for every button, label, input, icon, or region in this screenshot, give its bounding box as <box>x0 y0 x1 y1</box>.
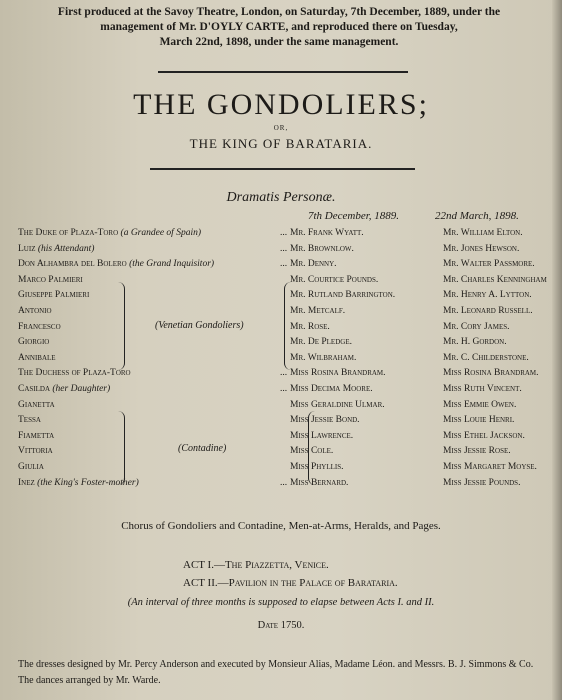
character-name <box>18 398 55 414</box>
character-note: (her Daughter) <box>52 383 111 394</box>
cast-row <box>18 382 548 398</box>
original-performer: Mr. Courtice Pounds. <box>290 274 379 285</box>
character-role: Fiametta <box>18 430 55 441</box>
revival-performer: Mr. Henry A. Lytton. <box>443 290 532 301</box>
character-role: Antonio <box>18 305 52 316</box>
cast-row <box>18 444 548 460</box>
leader-dots: ... <box>280 383 288 394</box>
character-role: Tessa <box>18 415 41 426</box>
top-rule <box>158 71 408 73</box>
contadine-group-label: (Contadine) <box>178 443 227 454</box>
cast-row <box>18 288 548 304</box>
original-performer: Mr. Denny. <box>290 259 337 270</box>
intro-line-2: management of Mr. D'OYLY CARTE, and reproduced there on Tuesday, <box>100 21 458 33</box>
cast-row <box>18 398 548 414</box>
character-role: Vittoria <box>18 446 53 457</box>
original-performer: Mr. Rose. <box>290 321 330 332</box>
character-name <box>18 366 131 382</box>
character-note: (his Attendant) <box>37 243 95 254</box>
original-date-header: 7th December, 1889. <box>308 210 400 222</box>
production-intro <box>14 5 544 50</box>
revival-performer: Mr. Leonard Russell. <box>443 305 533 316</box>
character-name <box>18 413 41 429</box>
character-note: (the King's Foster-mother) <box>37 477 139 488</box>
character-role: Francesco <box>18 321 61 332</box>
cast-row <box>18 226 548 242</box>
leader-dots: ... <box>280 368 288 379</box>
credits-paragraph: The dresses designed by Mr. Percy Anderson and executed by Monsieur Alias, Madame Léon. and Messrs. B. J. Simmons & Co. The dances arranged by Mr. Warde. <box>18 659 534 686</box>
revival-performer: Miss Louie Henri. <box>443 415 515 426</box>
cast-row <box>18 476 548 492</box>
cast-row <box>18 257 548 273</box>
character-role: Casilda <box>18 383 51 394</box>
original-performer: Miss Rosina Brandram. <box>290 368 386 379</box>
cast-list <box>18 226 548 491</box>
character-role: Annibale <box>18 352 56 363</box>
character-name <box>18 382 110 398</box>
revival-performer: Mr. William Elton. <box>443 228 523 238</box>
original-performer: Mr. De Pledge. <box>290 337 352 348</box>
revival-performer: Miss Jessie Pounds. <box>443 477 521 488</box>
dramatis-personae-heading: Dramatis Personæ. <box>226 190 336 205</box>
character-note: (the Grand Inquisitor) <box>129 259 215 270</box>
cast-row <box>18 273 548 289</box>
original-performer: Miss Phyllis. <box>290 461 344 472</box>
leader-dots: ... <box>280 228 288 238</box>
character-role: Gianetta <box>18 399 55 410</box>
character-name <box>18 304 52 320</box>
character-role: Giulia <box>18 461 44 472</box>
revival-performer: Miss Ethel Jackson. <box>443 430 525 441</box>
revival-performer: Mr. H. Gordon. <box>443 337 507 348</box>
character-role: Inez <box>18 477 35 488</box>
revival-performer: Miss Emmie Owen. <box>443 399 517 410</box>
character-role: Don Alhambra del Bolero <box>18 259 127 270</box>
period-date: Date 1750. <box>257 620 305 631</box>
original-performer: Miss Jessie Bond. <box>290 415 360 426</box>
original-performer: Miss Geraldine Ulmar. <box>290 399 385 410</box>
revival-performer: Mr. Walter Passmore. <box>443 259 535 270</box>
original-performer: Mr. Rutland Barrington. <box>290 290 396 301</box>
cast-row <box>18 366 548 382</box>
original-performer: Mr. Brownlow. <box>290 243 354 254</box>
leader-dots: ... <box>280 243 288 254</box>
original-performer: Miss Decima Moore. <box>290 383 373 394</box>
character-name <box>18 226 201 242</box>
revival-performer: Mr. Jones Hewson. <box>443 243 520 254</box>
character-role: Luiz <box>18 243 36 254</box>
character-name <box>18 288 89 304</box>
act-1: ACT I.—The Piazzetta, Venice. <box>183 559 329 571</box>
contadine-right-brace <box>308 411 315 485</box>
revival-date-header: 22nd March, 1898. <box>435 210 519 222</box>
character-name <box>18 351 56 367</box>
revival-performer: Miss Margaret Moyse. <box>443 461 537 472</box>
character-name <box>18 335 49 351</box>
character-name <box>18 320 61 336</box>
character-role: Giorgio <box>18 337 50 348</box>
revival-performer: Miss Ruth Vincent. <box>443 383 522 394</box>
character-role: The Duchess of Plaza-Toro <box>18 368 131 379</box>
interval-note: (An interval of three months is supposed to elapse between Acts I. and II. <box>127 597 435 608</box>
original-performer: Mr. Wilbraham. <box>290 352 357 363</box>
character-name <box>18 242 94 258</box>
cast-row <box>18 242 548 258</box>
character-role: Giuseppe Palmieri <box>18 290 90 301</box>
revival-performer: Miss Rosina Brandram. <box>443 368 539 379</box>
intro-line-3: March 22nd, 1898, under the same management. <box>159 36 399 48</box>
page-title: THE GONDOLIERS; <box>133 88 429 121</box>
cast-row <box>18 320 548 336</box>
revival-performer: Mr. Cory James. <box>443 321 510 332</box>
cast-row <box>18 351 548 367</box>
gondoliers-right-brace <box>284 282 291 370</box>
original-performer: Mr. Frank Wyatt. <box>290 228 364 238</box>
character-name <box>18 429 54 445</box>
character-name <box>18 257 214 273</box>
original-performer: Miss Bernard. <box>290 477 349 488</box>
chorus-line: Chorus of Gondoliers and Contadine, Men-at-Arms, Heralds, and Pages. <box>121 520 441 532</box>
acts-list <box>183 556 398 592</box>
or-separator: OR, <box>273 124 289 132</box>
cast-row <box>18 460 548 476</box>
character-name <box>18 444 53 460</box>
character-role: The Duke of Plaza-Toro <box>18 228 119 238</box>
character-name <box>18 460 44 476</box>
character-note: (a Grandee of Spain) <box>120 228 202 238</box>
original-performer: Miss Cole. <box>290 446 334 457</box>
revival-performer: Mr. Charles Kenningham <box>443 274 547 285</box>
cast-row <box>18 304 548 320</box>
title-rule <box>150 168 415 170</box>
original-performer: Mr. Metcalf. <box>290 305 346 316</box>
original-performer: Miss Lawrence. <box>290 430 354 441</box>
revival-performer: Mr. C. Childerstone. <box>443 352 529 363</box>
cast-row <box>18 335 548 351</box>
contadine-left-brace <box>118 411 125 485</box>
revival-performer: Miss Jessie Rose. <box>443 446 511 457</box>
leader-dots: ... <box>280 259 288 270</box>
intro-line-1: First produced at the Savoy Theatre, London, on Saturday, 7th December, 1889, under the <box>57 6 501 18</box>
gondoliers-left-brace <box>118 282 125 370</box>
gondoliers-group-label: (Venetian Gondoliers) <box>155 320 244 331</box>
page-subtitle: THE KING OF BARATARIA. <box>189 136 373 151</box>
act-2: ACT II.—Pavilion in the Palace of Barataria. <box>183 577 398 589</box>
cast-row <box>18 413 548 429</box>
cast-row <box>18 429 548 445</box>
character-role: Marco Palmieri <box>18 274 83 285</box>
leader-dots: ... <box>280 477 288 488</box>
character-name <box>18 273 83 289</box>
